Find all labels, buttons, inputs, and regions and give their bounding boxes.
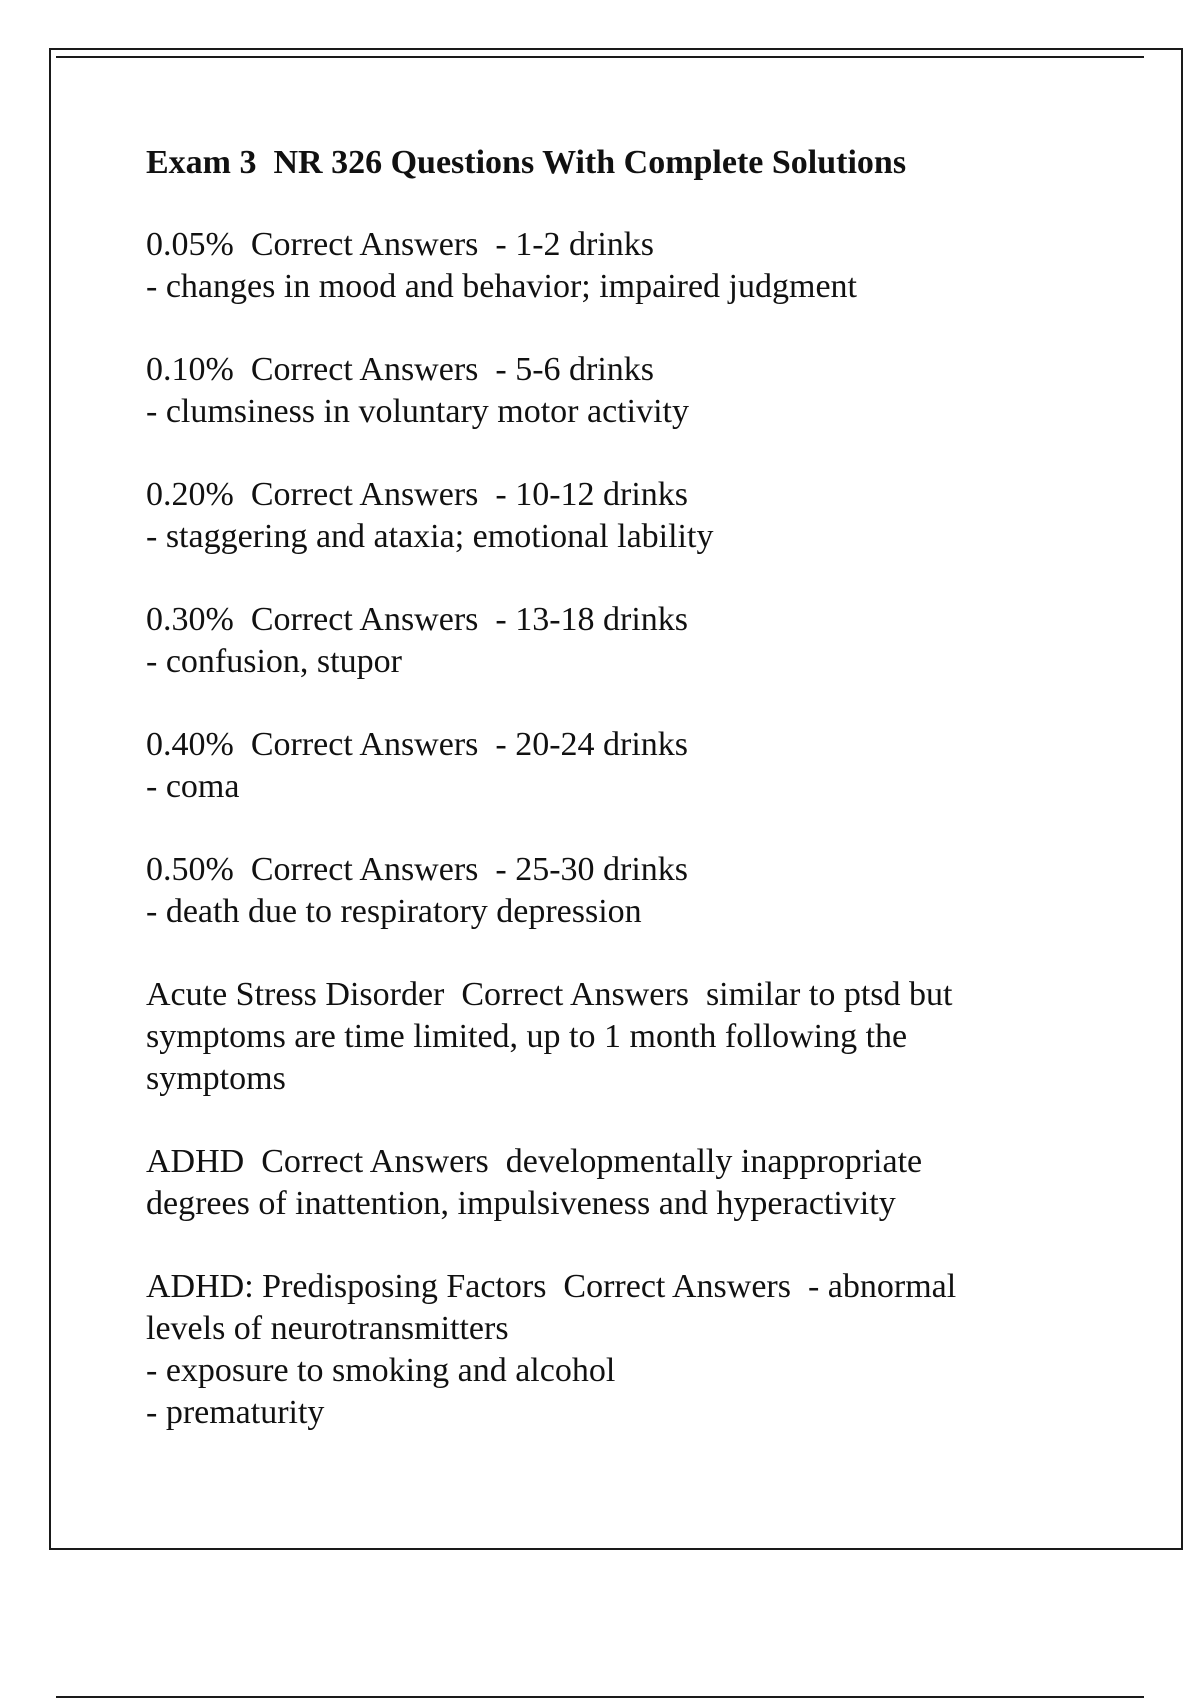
entry-line: - exposure to smoking and alcohol [146,1352,616,1389]
entry-bac-005 [146,224,1066,308]
entry-bac-020 [146,474,1066,558]
entry-line: Acute Stress Disorder Correct Answers similar to ptsd but [146,976,953,1013]
entry-line: - death due to respiratory depression [146,893,642,930]
entry-line: - clumsiness in voluntary motor activity [146,393,689,430]
entry-line: symptoms [146,1060,286,1097]
entry-adhd-predisposing-factors [146,1266,1066,1434]
entry-acute-stress-disorder [146,974,1066,1100]
entry-line: - prematurity [146,1394,325,1431]
entry-line: 0.30% Correct Answers - 13-18 drinks [146,601,689,638]
entry-line: 0.20% Correct Answers - 10-12 drinks [146,476,689,513]
entry-line: 0.05% Correct Answers - 1-2 drinks [146,226,655,263]
entry-line: - staggering and ataxia; emotional lability [146,518,714,555]
footer-rule [56,1696,1144,1698]
entry-line: - coma [146,768,240,805]
entry-bac-040 [146,724,1066,808]
entry-bac-030 [146,599,1066,683]
entry-line: levels of neurotransmitters [146,1310,509,1347]
entry-line: 0.50% Correct Answers - 25-30 drinks [146,851,689,888]
entry-line: 0.10% Correct Answers - 5-6 drinks [146,351,655,388]
entry-line: symptoms are time limited, up to 1 month following the [146,1018,908,1055]
document-title: Exam 3 NR 326 Questions With Complete Solutions [146,144,907,181]
document-body [146,142,1066,1475]
entry-adhd [146,1141,1066,1225]
entry-line: ADHD: Predisposing Factors Correct Answers - abnormal [146,1268,957,1305]
entry-bac-010 [146,349,1066,433]
header-rule [56,56,1144,58]
entry-bac-050 [146,849,1066,933]
entry-line: - confusion, stupor [146,643,402,680]
entry-line: 0.40% Correct Answers - 20-24 drinks [146,726,689,763]
entry-line: degrees of inattention, impulsiveness and hyperactivity [146,1185,896,1222]
entry-line: - changes in mood and behavior; impaired judgment [146,268,857,305]
entry-line: ADHD Correct Answers developmentally inappropriate [146,1143,923,1180]
